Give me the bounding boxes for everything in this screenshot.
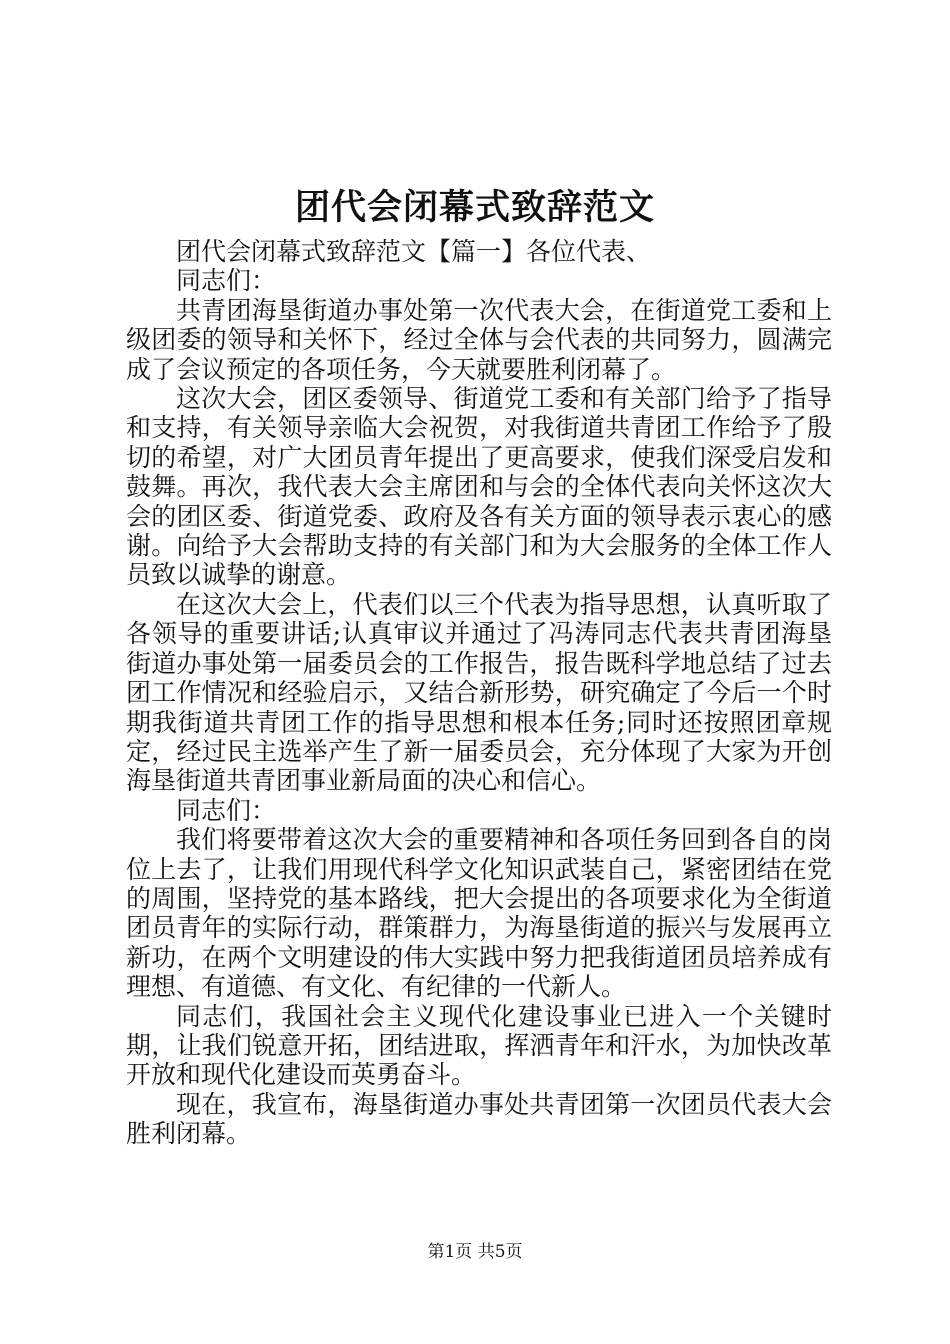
paragraph: 同志们： bbox=[176, 266, 277, 296]
paragraph: 这次大会，团区委领导、街道党工委和有关部门给予了指导和支持，有关领导亲临大会祝贺，对我街道共青团工作给予了殷切的希望，对广大团员青年提出了更高要求，使我们深受启发和鼓舞。再次，我代表大会主席团和与会的全体代表向关怀这次大会的团区委、街道党委、政府及各有关方面的领导表示衷心的感谢。向给予大会帮助支持的有关部门和为大会服务的全体工作人员致以诚挚的谢意。 bbox=[126, 384, 832, 590]
paragraph: 在这次大会上，代表们以三个代表为指导思想，认真听取了各领导的重要讲话;认真审议并通过了冯涛同志代表共青团海垦街道办事处第一届委员会的工作报告，报告既科学地总结了过去团工作情况和经验启示，又结合新形势，研究确定了今后一个时期我街道共青团工作的指导思想和根本任务;同时还按照团章规定，经过民主选举产生了新一届委员会，充分体现了大家为开创海垦街道共青团事业新局面的决心和信心。 bbox=[126, 589, 832, 796]
paragraph: 同志们： bbox=[176, 795, 277, 825]
document-title: 团代会闭幕式致辞范文 bbox=[294, 187, 655, 228]
paragraph: 团代会闭幕式致辞范文【篇一】各位代表、 bbox=[176, 237, 652, 266]
document-body bbox=[126, 237, 832, 1149]
page-number-footer: 第1页 共5页 bbox=[427, 1242, 523, 1262]
paragraph: 我们将要带着这次大会的重要精神和各项任务回到各自的岗位上去了，让我们用现代科学文化知识武装自己，紧密团结在党的周围，坚持党的基本路线，把大会提出的各项要求化为全街道团员青年的实际行动，群策群力，为海垦街道的振兴与发展再立新功，在两个文明建设的伟大实践中努力把我街道团员培养成有理想、有道德、有文化、有纪律的一代新人。 bbox=[126, 825, 832, 1002]
paragraph: 现在，我宣布，海垦街道办事处共青团第一次团员代表大会胜利闭幕。 bbox=[126, 1089, 832, 1149]
paragraph: 共青团海垦街道办事处第一次代表大会，在街道党工委和上级团委的领导和关怀下，经过全体与会代表的共同努力，圆满完成了会议预定的各项任务，今天就要胜利闭幕了。 bbox=[126, 295, 832, 384]
paragraph: 同志们，我国社会主义现代化建设事业已进入一个关键时期，让我们锐意开拓，团结进取，挥洒青年和汗水，为加快改革开放和现代化建设而英勇奋斗。 bbox=[126, 1001, 832, 1090]
